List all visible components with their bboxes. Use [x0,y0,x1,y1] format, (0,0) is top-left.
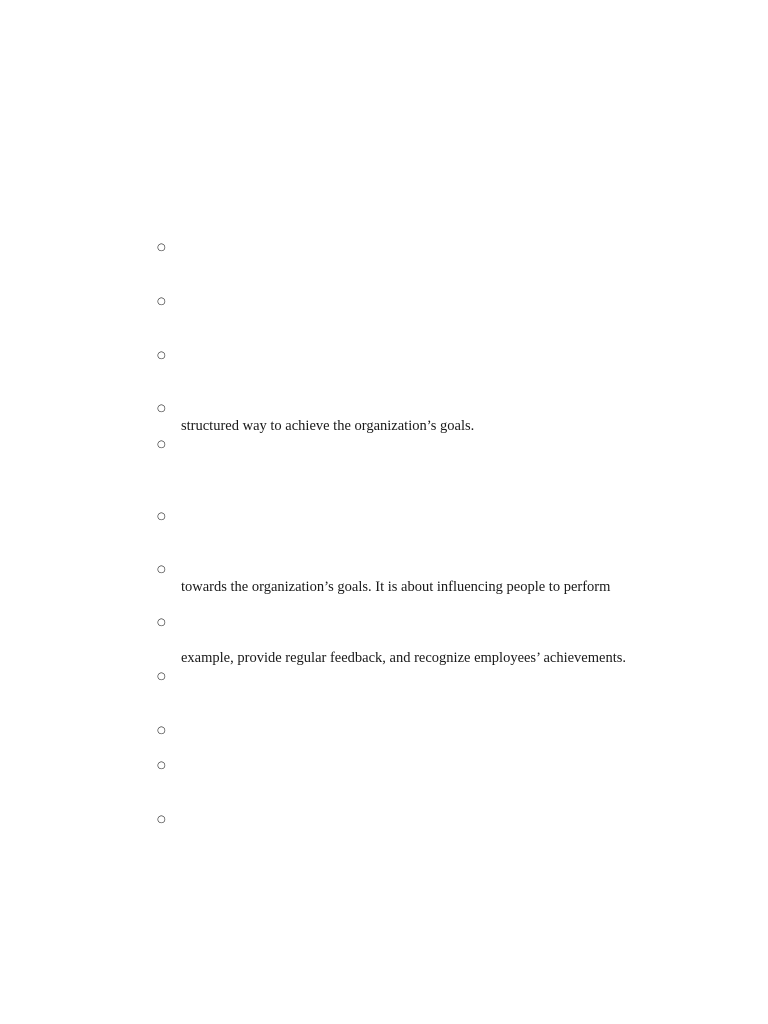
bullet-icon: ○ [157,725,166,736]
bullet-icon: ○ [157,760,166,771]
bullet-icon: ○ [157,242,166,253]
bullet-icon: ○ [157,671,166,682]
bullet-icon: ○ [157,617,166,628]
bullet-icon: ○ [157,403,166,414]
bullet-icon: ○ [157,350,166,361]
bullet-icon: ○ [157,296,166,307]
list-item-text: structured way to achieve the organization’s goals. [181,418,475,434]
bullet-icon: ○ [157,511,166,522]
bullet-icon: ○ [157,814,166,825]
bullet-icon: ○ [157,439,166,450]
list-item-text: towards the organization’s goals. It is about influencing people to perform [181,579,611,595]
bullet-icon: ○ [157,564,166,575]
list-item-text: example, provide regular feedback, and recognize employees’ achievements. [181,650,626,666]
